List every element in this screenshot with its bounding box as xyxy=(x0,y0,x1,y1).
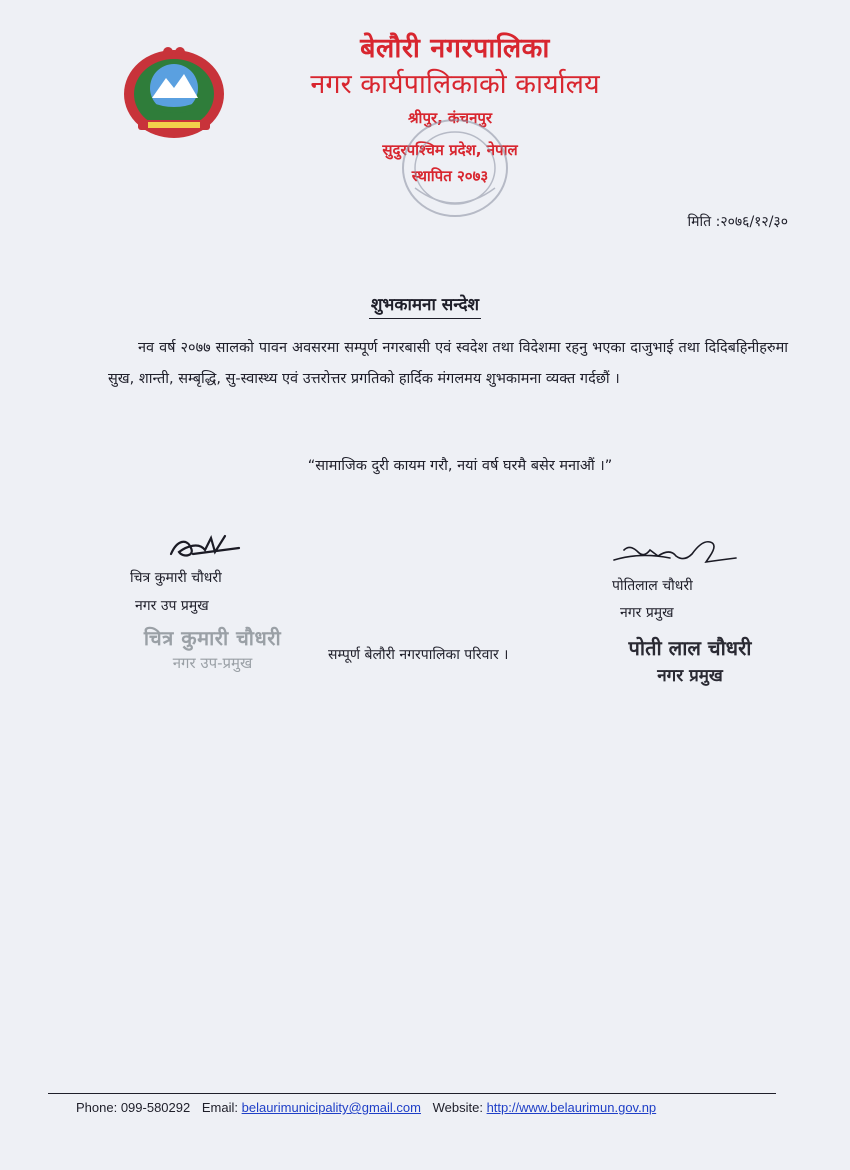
letter-quote: “सामाजिक दुरी कायम गरौ, नयां वर्ष घरमै बसेर मनाऔं ।” xyxy=(307,458,613,474)
left-name-stamp xyxy=(125,624,300,673)
office-subtitle: नगर कार्यपालिकाको कार्यालय xyxy=(310,69,600,100)
letter-title xyxy=(0,292,850,315)
address-line-2: सुदुरपश्चिम प्रदेश, नेपाल xyxy=(382,141,518,159)
address-line-3: स्थापित २०७३ xyxy=(411,167,489,185)
right-stamp-name: पोती लाल चौधरी xyxy=(628,636,752,660)
right-name-stamp xyxy=(605,634,775,686)
left-stamp-title: नगर उप-प्रमुख xyxy=(172,654,253,672)
signature-left xyxy=(165,528,245,562)
right-signatory-title: नगर प्रमुख xyxy=(620,605,674,621)
left-signatory-title: नगर उप प्रमुख xyxy=(135,598,209,614)
email-link[interactable]: belaurimunicipality@gmail.com xyxy=(241,1100,421,1115)
left-stamp-name: चित्र कुमारी चौधरी xyxy=(143,626,282,650)
website-link[interactable]: http://www.belaurimun.gov.np xyxy=(486,1100,657,1115)
right-signatory-name: पोतिलाल चौधरी xyxy=(612,578,693,594)
municipality-family: सम्पूर्ण बेलौरी नगरपालिका परिवार । xyxy=(328,647,509,663)
website-label: Website: xyxy=(432,1100,483,1115)
email-label: Email: xyxy=(201,1100,238,1115)
left-signatory-name: चित्र कुमारी चौधरी xyxy=(130,570,222,586)
phone-number: 099-580292 xyxy=(120,1100,191,1115)
signature-right xyxy=(610,530,740,570)
letter-body: नव वर्ष २०७७ सालको पावन अवसरमा सम्पूर्ण नगरबासी एवं स्वदेश तथा विदेशमा रहनु भएका दाजुभाई तथा दिदिबहिनीहरुमा सुख, शान्ती, सम्बृद्धि, सु-स्वास्थ्य एवं उत्तरोत्तर प्रगतिको हार्दिक मंगलमय शुभकामना व्यक्त गर्दछौं । xyxy=(108,340,788,387)
footer-divider xyxy=(48,1093,776,1094)
office-seal-stamp xyxy=(370,118,520,228)
address-line-1: श्रीपुर, कंचनपुर xyxy=(407,109,493,127)
letter-title-text: शुभकामना सन्देश xyxy=(369,295,481,319)
right-stamp-title: नगर प्रमुख xyxy=(657,666,723,686)
phone-label: Phone: xyxy=(76,1100,118,1115)
office-name: बेलौरी नगरपालिका xyxy=(360,33,550,64)
letter-date: मिति :२०७६/१२/३० xyxy=(687,214,788,230)
footer-contact xyxy=(76,1100,656,1115)
